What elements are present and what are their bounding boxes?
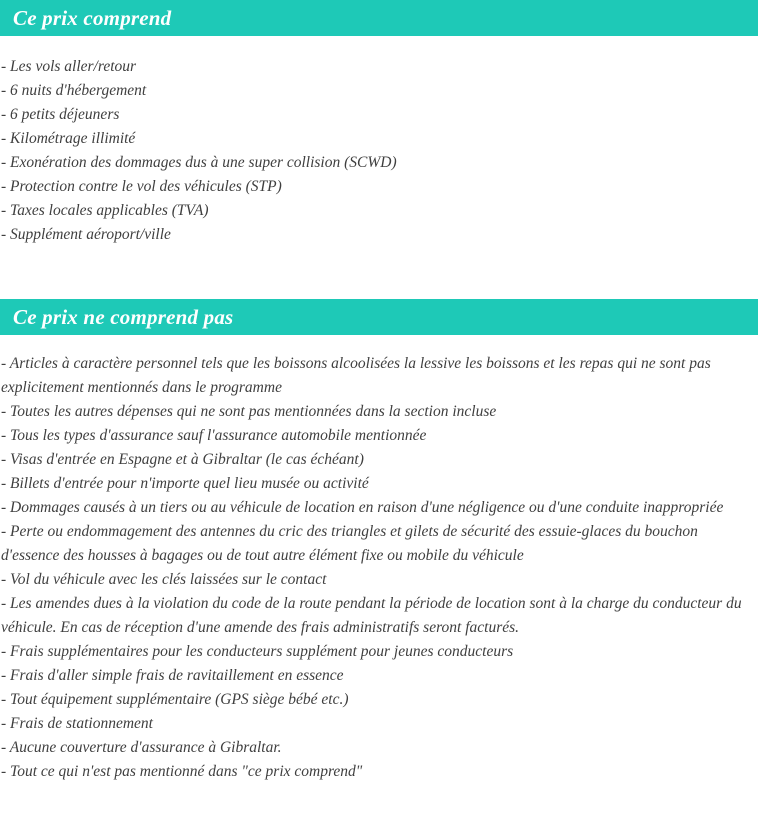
section-included [0, 0, 758, 247]
list-item: - Vol du véhicule avec les clés laissées sur le contact [1, 571, 327, 588]
list-item: - Dommages causés à un tiers ou au véhicule de location en raison d'une négligence ou d'une conduite inappropriée [1, 499, 724, 516]
list-item: - Aucune couverture d'assurance à Gibraltar. [1, 739, 282, 756]
list-item: - 6 petits déjeuners [1, 106, 120, 123]
list-item: - Protection contre le vol des véhicules (STP) [1, 178, 282, 195]
section-excluded-list [0, 335, 758, 784]
section-excluded [0, 299, 758, 784]
list-item: - Tous les types d'assurance sauf l'assurance automobile mentionnée [1, 427, 427, 444]
section-included-list [0, 36, 758, 247]
list-item: - Kilométrage illimité [1, 130, 136, 147]
list-item: - Perte ou endommagement des antennes du cric des triangles et gilets de sécurité des essuie-glaces du bouchon d'essence des housses à bagages ou de tout autre élément fixe ou mobile du véhicule [1, 523, 702, 564]
list-item: - Les vols aller/retour [1, 58, 137, 75]
list-item: - Exonération des dommages dus à une super collision (SCWD) [1, 154, 397, 171]
list-item: - Tout équipement supplémentaire (GPS siège bébé etc.) [1, 691, 349, 708]
section-divider-space [0, 247, 758, 299]
list-item: - Billets d'entrée pour n'importe quel lieu musée ou activité [1, 475, 369, 492]
list-item: - Frais supplémentaires pour les conducteurs supplément pour jeunes conducteurs [1, 643, 514, 660]
list-item: - Supplément aéroport/ville [1, 226, 171, 243]
list-item: - Tout ce qui n'est pas mentionné dans "ce prix comprend" [1, 763, 363, 780]
list-item: - Toutes les autres dépenses qui ne sont pas mentionnées dans la section incluse [1, 403, 497, 420]
list-item: - Visas d'entrée en Espagne et à Gibraltar (le cas échéant) [1, 451, 364, 468]
list-item: - Articles à caractère personnel tels que les boissons alcoolisées la lessive les boissons et les repas qui ne sont pas explicitement mentionnés dans le programme [1, 355, 715, 396]
section-excluded-title: Ce prix ne comprend pas [0, 299, 758, 335]
list-item: - Frais d'aller simple frais de ravitaillement en essence [1, 667, 344, 684]
list-item: - Frais de stationnement [1, 715, 153, 732]
list-item: - 6 nuits d'hébergement [1, 82, 147, 99]
list-item: - Taxes locales applicables (TVA) [1, 202, 209, 219]
section-included-title: Ce prix comprend [0, 0, 758, 36]
list-item: - Les amendes dues à la violation du code de la route pendant la période de location sont à la charge du conducteur du véhicule. En cas de réception d'une amende des frais administratifs seront facturés. [1, 595, 746, 636]
